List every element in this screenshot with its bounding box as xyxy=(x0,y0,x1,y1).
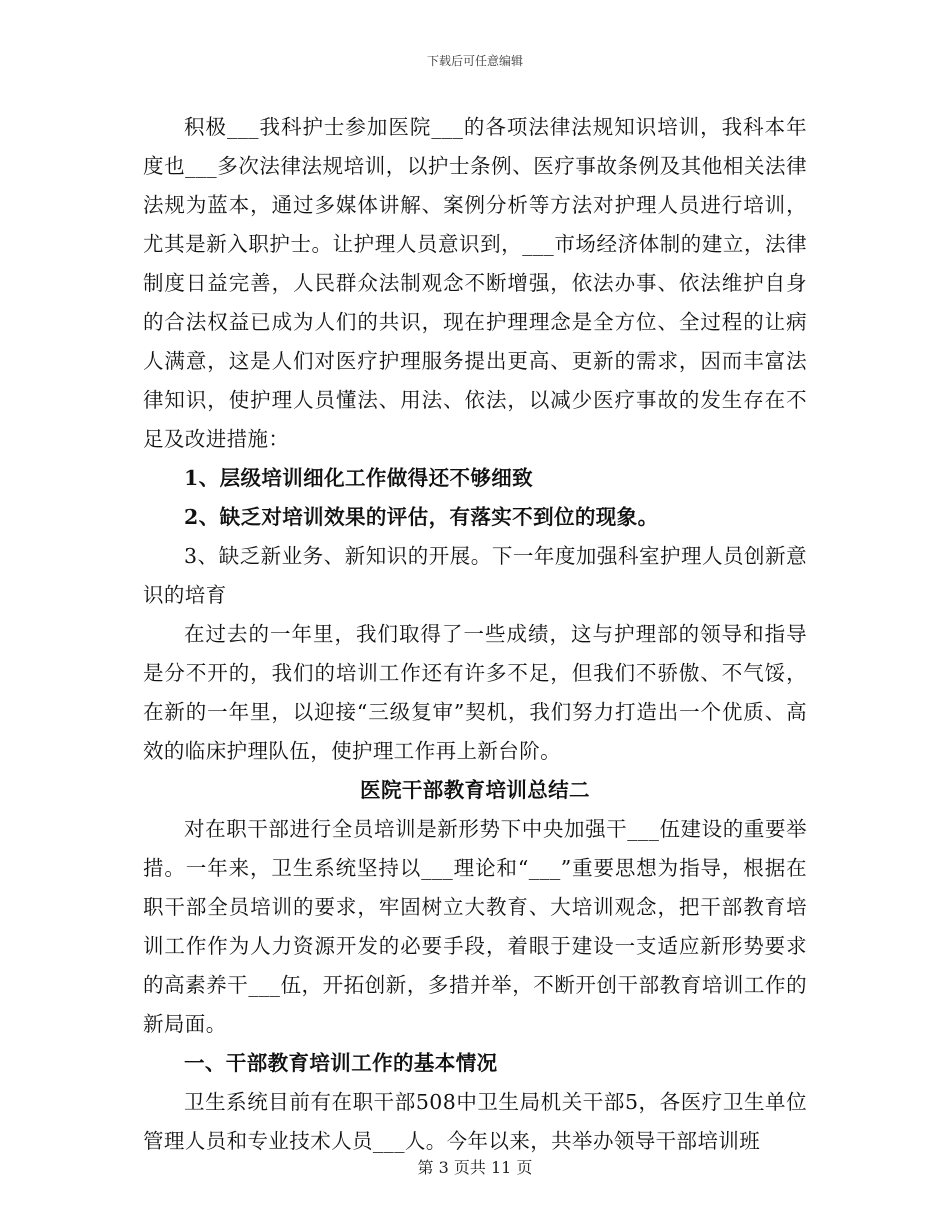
paragraph-basic-situation: 卫生系统目前有在职干部508中卫生局机关干部5，各医疗卫生单位管理人员和专业技术人员___人。今年以来，共举办领导干部培训班 xyxy=(143,1090,807,1153)
list-item-3: 3、缺乏新业务、新知识的开展。下一年度加强科室护理人员创新意识的培育 xyxy=(143,544,807,607)
paragraph-summary: 在过去的一年里，我们取得了一些成绩，这与护理部的领导和指导是分不开的，我们的培训工作还有许多不足，但我们不骄傲、不气馁，在新的一年里，以迎接“三级复审”契机，我们努力打造出一个优质、高效的临床护理队伍，使护理工作再上新台阶。 xyxy=(143,622,807,763)
page-footer: 第 3 页共 11 页 xyxy=(417,1158,533,1177)
paragraph-cadre-training: 对在职干部进行全员培训是新形势下中央加强干___伍建设的重要举措。一年来，卫生系统坚持以___理论和“___”重要思想为指导，根据在职干部全员培训的要求，牢固树立大教育、大培训观念，把干部教育培训工作作为人力资源开发的必要手段，着眼于建设一支适应新形势要求的高素养干___伍，开拓创新，多措并举，不断开创干部教育培训工作的新局面。 xyxy=(143,817,807,1036)
list-item-1: 1、层级培训细化工作做得还不够细致 xyxy=(184,466,534,490)
page-header: 下载后可任意编辑 xyxy=(426,54,523,68)
list-item-2: 2、缺乏对培训效果的评估，有落实不到位的现象。 xyxy=(184,505,659,529)
section-title: 医院干部教育培训总结二 xyxy=(360,778,590,802)
section-heading-1: 一、干部教育培训工作的基本情况 xyxy=(184,1051,498,1075)
paragraph-legal-training: 积极___我科护士参加医院___的各项法律法规知识培训，我科本年度也___多次法律法规培训，以护士条例、医疗事故条例及其他相关法律法规为蓝本，通过多媒体讲解、案例分析等方法对护理人员进行培训，尤其是新入职护士。让护理人员意识到，___市场经济体制的建立，法律制度日益完善，人民群众法制观念不断增强，依法办事、依法维护自身的合法权益已成为人们的共识，现在护理理念是全方位、全过程的让病人满意，这是人们对医疗护理服务提出更高、更新的需求，因而丰富法律知识，使护理人员懂法、用法、依法，以减少医疗事故的发生存在不足及改进措施： xyxy=(143,115,807,451)
document-body xyxy=(143,108,807,1161)
